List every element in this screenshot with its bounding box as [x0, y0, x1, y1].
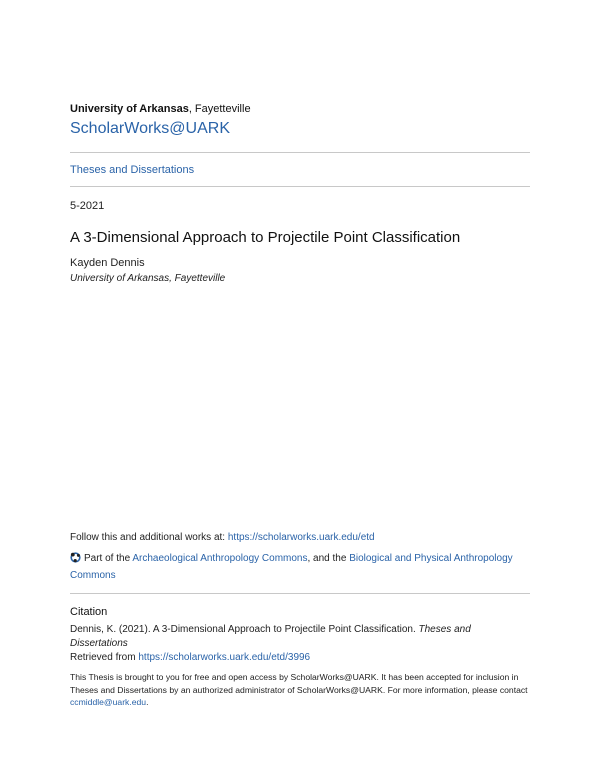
archaeological-anthropology-commons-link[interactable]: Archaeological Anthropology Commons — [132, 553, 308, 564]
divider-top — [70, 152, 530, 153]
repository-link[interactable]: ScholarWorks@UARK — [70, 120, 230, 137]
citation-text — [70, 623, 530, 665]
cover-page — [70, 0, 530, 776]
citation-series: Theses and Dissertations — [70, 624, 471, 649]
document-title: A 3-Dimensional Approach to Projectile Point Classification — [70, 229, 461, 246]
follow-url-link[interactable]: https://scholarworks.uark.edu/etd — [227, 532, 375, 543]
institution-name-rest: , Fayetteville — [188, 103, 251, 115]
divider-citation — [70, 593, 530, 594]
author-affiliation: University of Arkansas, Fayetteville — [70, 273, 226, 284]
citation-url-link[interactable]: https://scholarworks.uark.edu/etd/3996 — [138, 652, 311, 663]
divider-collection — [70, 186, 530, 187]
collection-link[interactable]: Theses and Dissertations — [70, 164, 195, 176]
citation-body: Dennis, K. (2021). A 3-Dimensional Approach to Projectile Point Classification. — [70, 624, 419, 635]
contact-email-link[interactable]: ccmiddle@uark.edu — [70, 697, 147, 707]
institution-name-bold: University of Arkansas — [70, 103, 189, 115]
institution-name — [70, 103, 251, 115]
part-of-joiner: , and the — [307, 553, 350, 564]
biological-physical-anthropology-commons-link[interactable]: Biological and Physical Anthropology Commons — [70, 553, 513, 581]
part-of-line — [70, 550, 530, 584]
access-statement-end: . — [146, 697, 149, 707]
citation-heading: Citation — [70, 606, 108, 618]
publication-date: 5-2021 — [70, 200, 105, 212]
commons-network-icon — [70, 552, 81, 563]
follow-line — [70, 532, 375, 543]
access-statement — [70, 671, 530, 709]
access-statement-text: This Thesis is brought to you for free and open access by ScholarWorks@UARK. It has been accepted for inclusion in Theses and Dissertations by an authorized administrator of ScholarWorks@UARK. For more information, please contact — [70, 672, 528, 695]
author-name: Kayden Dennis — [70, 257, 145, 269]
follow-prefix: Follow this and additional works at: — [70, 532, 228, 543]
citation-retrieved-prefix: Retrieved from — [70, 652, 139, 663]
part-of-prefix: Part of the — [84, 553, 133, 564]
